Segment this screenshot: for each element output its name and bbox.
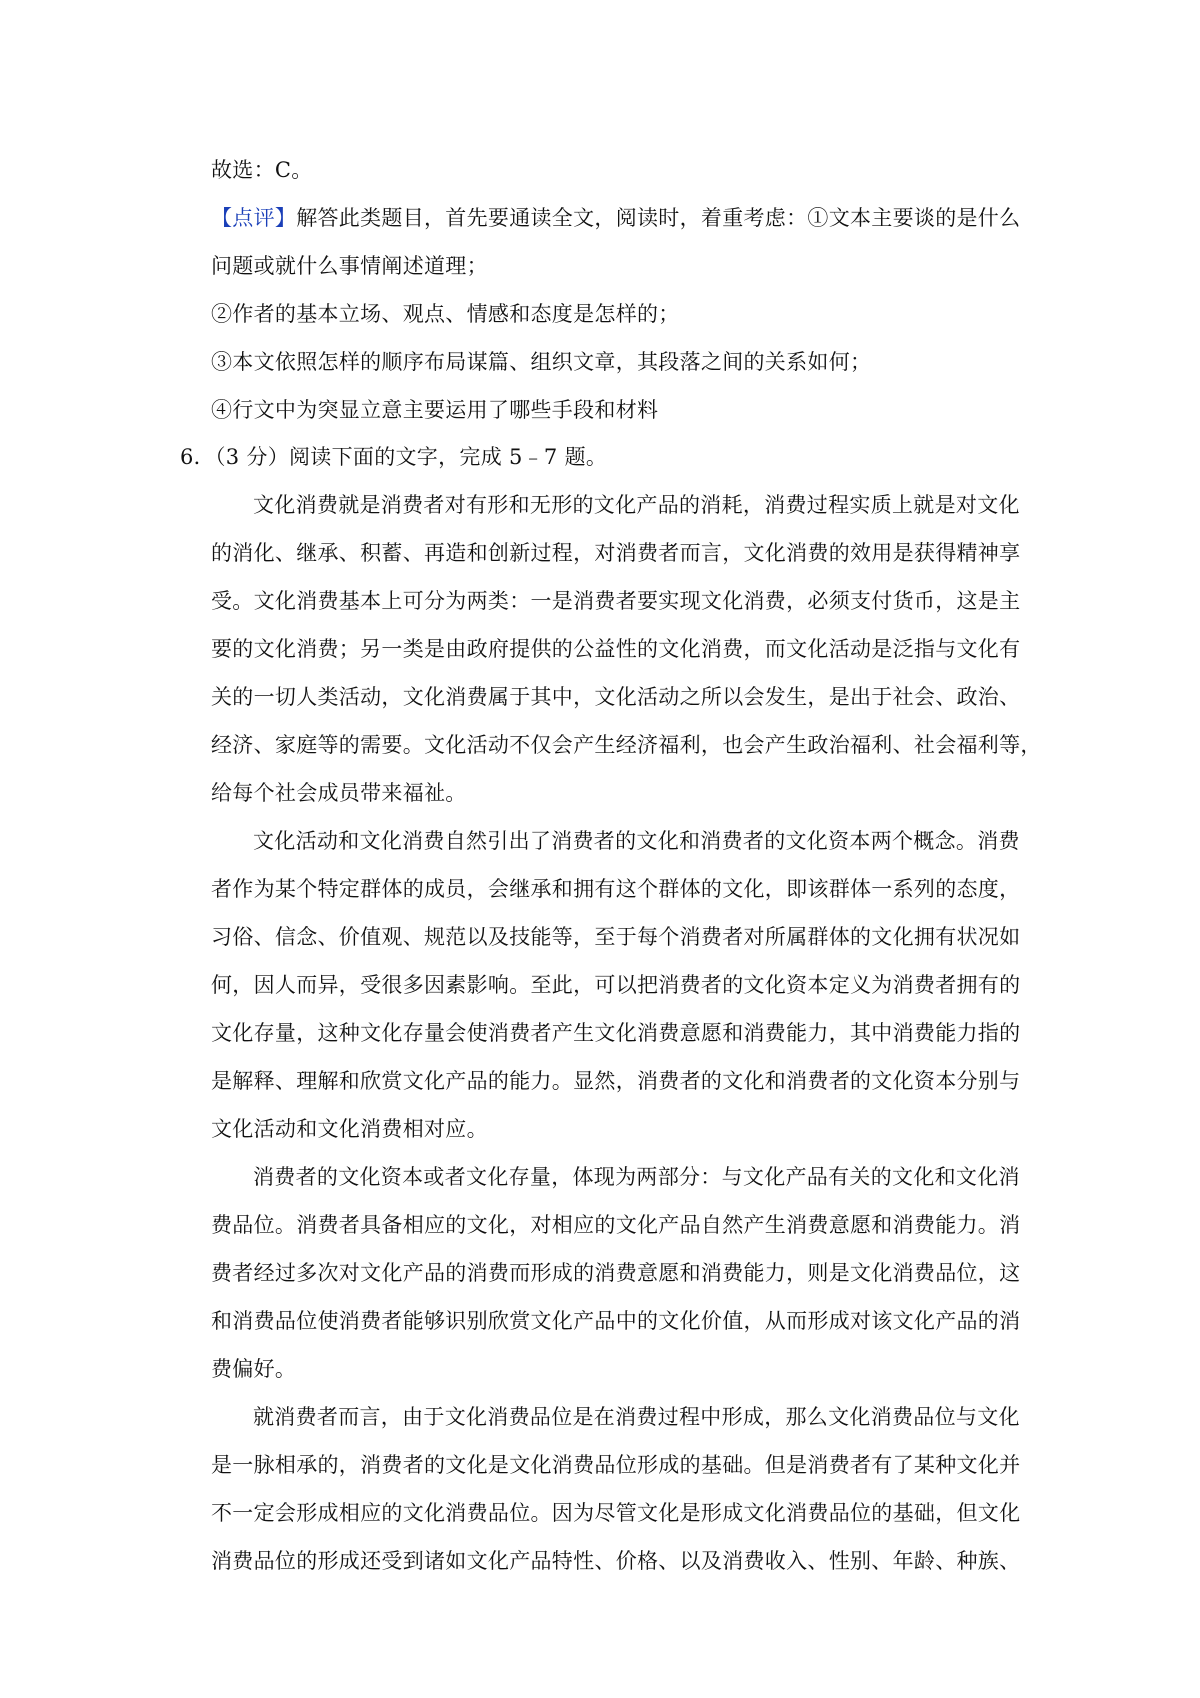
passage-p4-line: 是一脉相承的，消费者的文化是文化消费品位形成的基础。但是消费者有了某种文化并 (211, 1453, 1021, 1477)
question-header: 6．（3 分）阅读下面的文字，完成 5﹣7 题。 (180, 445, 608, 469)
passage-p2-line: 文化存量，这种文化存量会使消费者产生文化消费意愿和消费能力，其中消费能力指的 (211, 1021, 1021, 1045)
comment-line-1 (211, 203, 1020, 233)
passage-p4-line: 不一定会形成相应的文化消费品位。因为尽管文化是形成文化消费品位的基础，但文化 (211, 1501, 1021, 1525)
passage-p2-line: 者作为某个特定群体的成员，会继承和拥有这个群体的文化，即该群体一系列的态度， (211, 877, 1021, 901)
passage-p1-line: 给每个社会成员带来福祉。 (211, 781, 467, 805)
comment-text: 解答此类题目，首先要通读全文，阅读时，着重考虑：①文本主要谈的是什么 (296, 206, 1021, 230)
passage-p1-line: 受。文化消费基本上可分为两类：一是消费者要实现文化消费，必须支付货币，这是主 (211, 589, 1021, 613)
passage-p1-line: 要的文化消费；另一类是由政府提供的公益性的文化消费，而文化活动是泛指与文化有 (211, 637, 1021, 661)
passage-p2-line: 习俗、信念、价值观、规范以及技能等，至于每个消费者对所属群体的文化拥有状况如 (211, 925, 1021, 949)
passage-p2-line: 文化活动和文化消费相对应。 (211, 1117, 488, 1141)
passage-p4-line: 消费品位的形成还受到诸如文化产品特性、价格、以及消费收入、性别、年龄、种族、 (211, 1549, 1021, 1573)
passage-p3-line: 费者经过多次对文化产品的消费而形成的消费意愿和消费能力，则是文化消费品位，这 (211, 1261, 1021, 1285)
comment-item-3: ③本文依照怎样的顺序布局谋篇、组织文章，其段落之间的关系如何； (211, 350, 872, 374)
passage-p2-line: 是解释、理解和欣赏文化产品的能力。显然，消费者的文化和消费者的文化资本分别与 (211, 1069, 1021, 1093)
passage-p1-line: 关的一切人类活动，文化消费属于其中，文化活动之所以会发生，是出于社会、政治、 (211, 685, 1021, 709)
passage-p4-line: 就消费者而言，由于文化消费品位是在消费过程中形成，那么文化消费品位与文化 (253, 1405, 1020, 1429)
passage-p3-line: 和消费品位使消费者能够识别欣赏文化产品中的文化价值，从而形成对该文化产品的消 (211, 1309, 1021, 1333)
comment-line-2: 问题或就什么事情阐述道理； (211, 254, 488, 278)
passage-p2-line: 文化活动和文化消费自然引出了消费者的文化和消费者的文化资本两个概念。消费 (253, 829, 1020, 853)
comment-item-2: ②作者的基本立场、观点、情感和态度是怎样的； (211, 302, 680, 326)
passage-p1-line: 经济、家庭等的需要。文化活动不仅会产生经济福利，也会产生政治福利、社会福利等， (211, 733, 1042, 757)
passage-p3-line: 费品位。消费者具备相应的文化，对相应的文化产品自然产生消费意愿和消费能力。消 (211, 1213, 1021, 1237)
passage-p3-line: 消费者的文化资本或者文化存量，体现为两部分：与文化产品有关的文化和文化消 (253, 1165, 1020, 1189)
passage-p2-line: 何，因人而异，受很多因素影响。至此，可以把消费者的文化资本定义为消费者拥有的 (211, 973, 1021, 997)
comment-tag: 【点评】 (211, 206, 297, 230)
passage-p1-line: 文化消费就是消费者对有形和无形的文化产品的消耗，消费过程实质上就是对文化 (253, 493, 1020, 517)
passage-p3-line: 费偏好。 (211, 1357, 297, 1381)
comment-item-4: ④行文中为突显立意主要运用了哪些手段和材料 (211, 398, 659, 422)
answer-line: 故选：C。 (211, 158, 313, 182)
passage-p1-line: 的消化、继承、积蓄、再造和创新过程，对消费者而言，文化消费的效用是获得精神享 (211, 541, 1021, 565)
